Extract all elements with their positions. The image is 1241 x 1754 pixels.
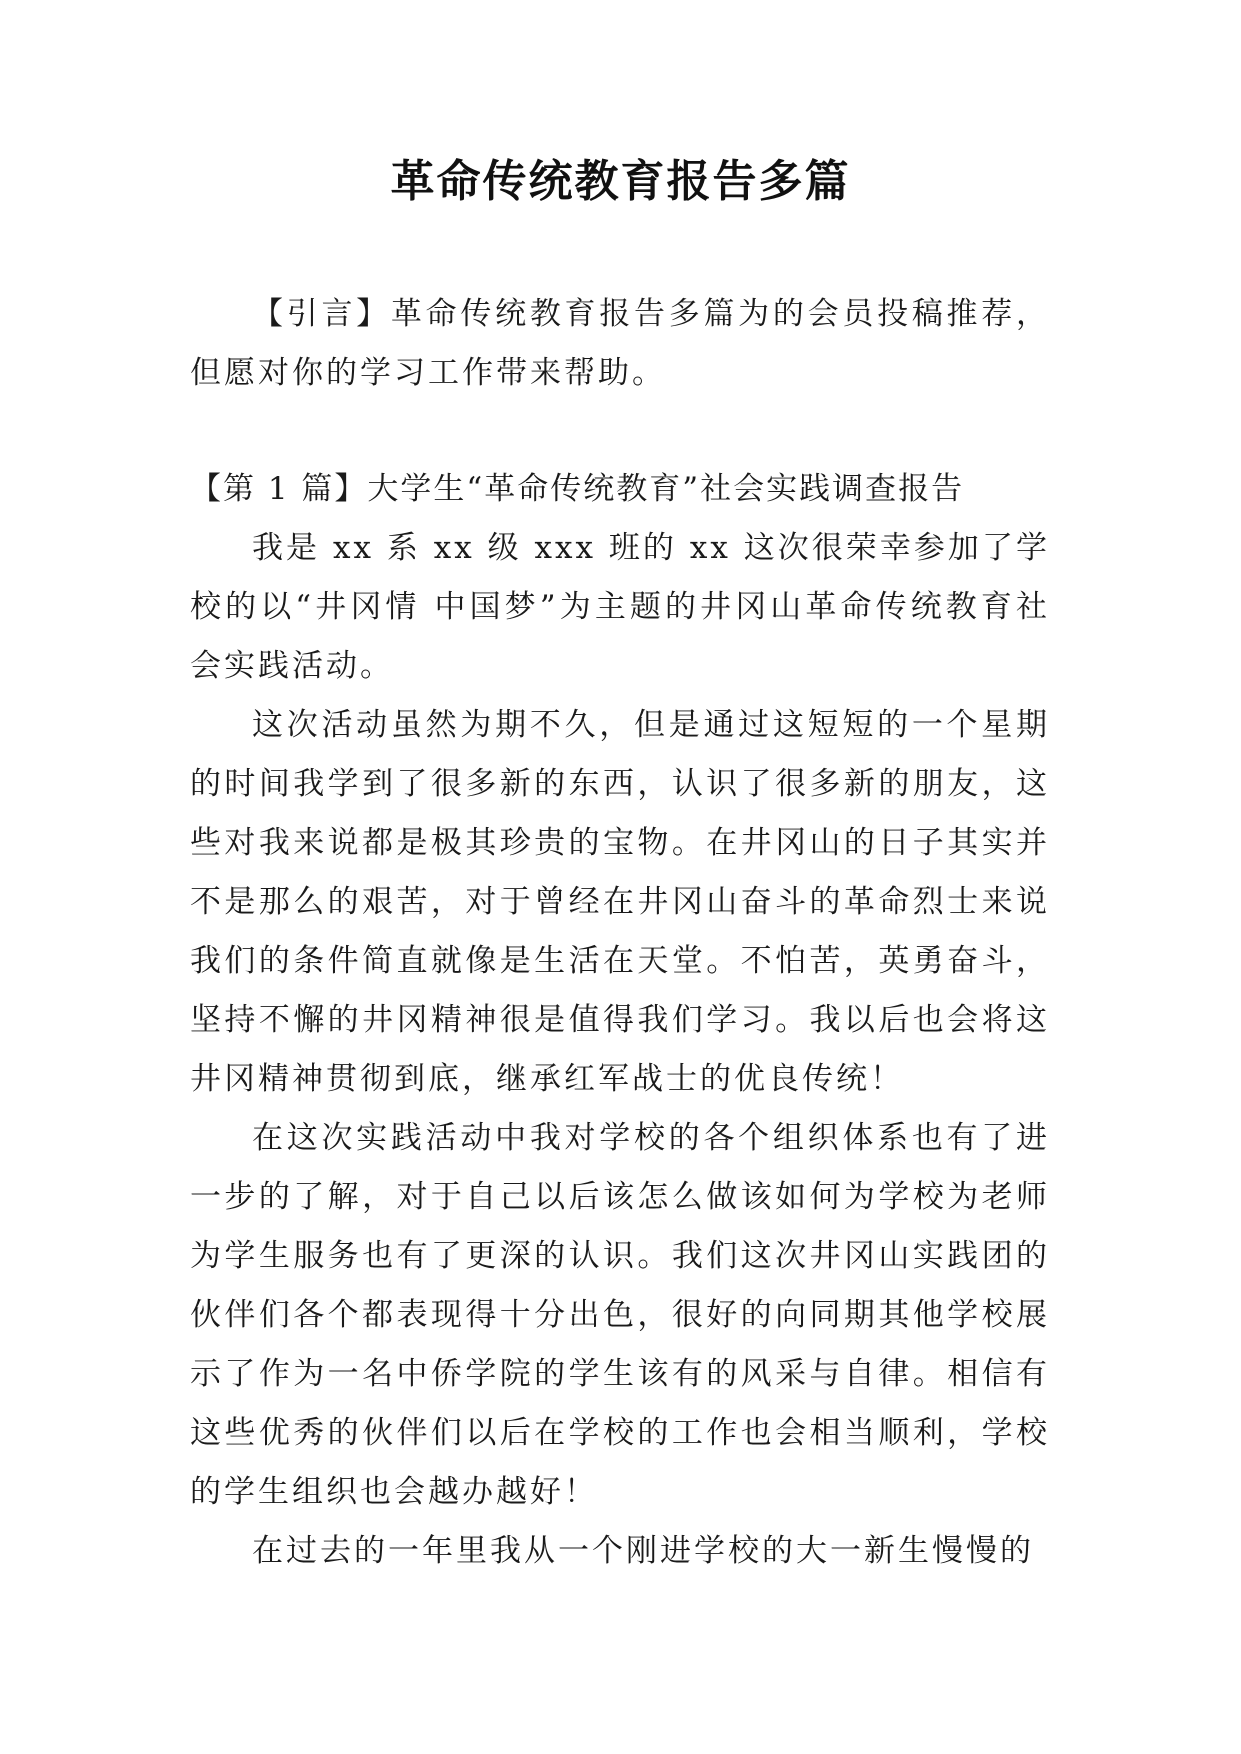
section-heading: 【第 1 篇】大学生“革命传统教育”社会实践调查报告	[190, 471, 965, 507]
body-paragraph-3: 在这次实践活动中我对学校的各个组织体系也有了进一步的了解，对于自己以后该怎么做该如何为学校为老师为学生服务也有了更深的认识。我们这次井冈山实践团的伙伴们各个都表现得十分出色，很好的向同期其他学校展示了作为一名中侨学院的学生该有的风采与自律。相信有这些优秀的伙伴们以后在学校的工作也会相当顺利，学校的学生组织也会越办越好！	[190, 1120, 1050, 1510]
document-body	[190, 519, 1050, 1581]
body-paragraph-1: 我是 xx 系 xx 级 xxx 班的 xx 这次很荣幸参加了学校的以“井冈情 中国梦”为主题的井冈山革命传统教育社会实践活动。	[190, 530, 1050, 684]
intro-paragraph: 【引言】革命传统教育报告多篇为的会员投稿推荐，但愿对你的学习工作带来帮助。	[190, 296, 1050, 391]
body-paragraph-2: 这次活动虽然为期不久，但是通过这短短的一个星期的时间我学到了很多新的东西，认识了很多新的朋友，这些对我来说都是极其珍贵的宝物。在井冈山的日子其实并不是那么的艰苦，对于曾经在井冈山奋斗的革命烈士来说我们的条件简直就像是生活在天堂。不怕苦，英勇奋斗，坚持不懈的井冈精神很是值得我们学习。我以后也会将这井冈精神贯彻到底，继承红军战士的优良传统！	[190, 707, 1050, 1097]
body-paragraph-4: 在过去的一年里我从一个刚进学校的大一新生慢慢的	[252, 1533, 1034, 1569]
document-title: 革命传统教育报告多篇	[390, 156, 851, 207]
